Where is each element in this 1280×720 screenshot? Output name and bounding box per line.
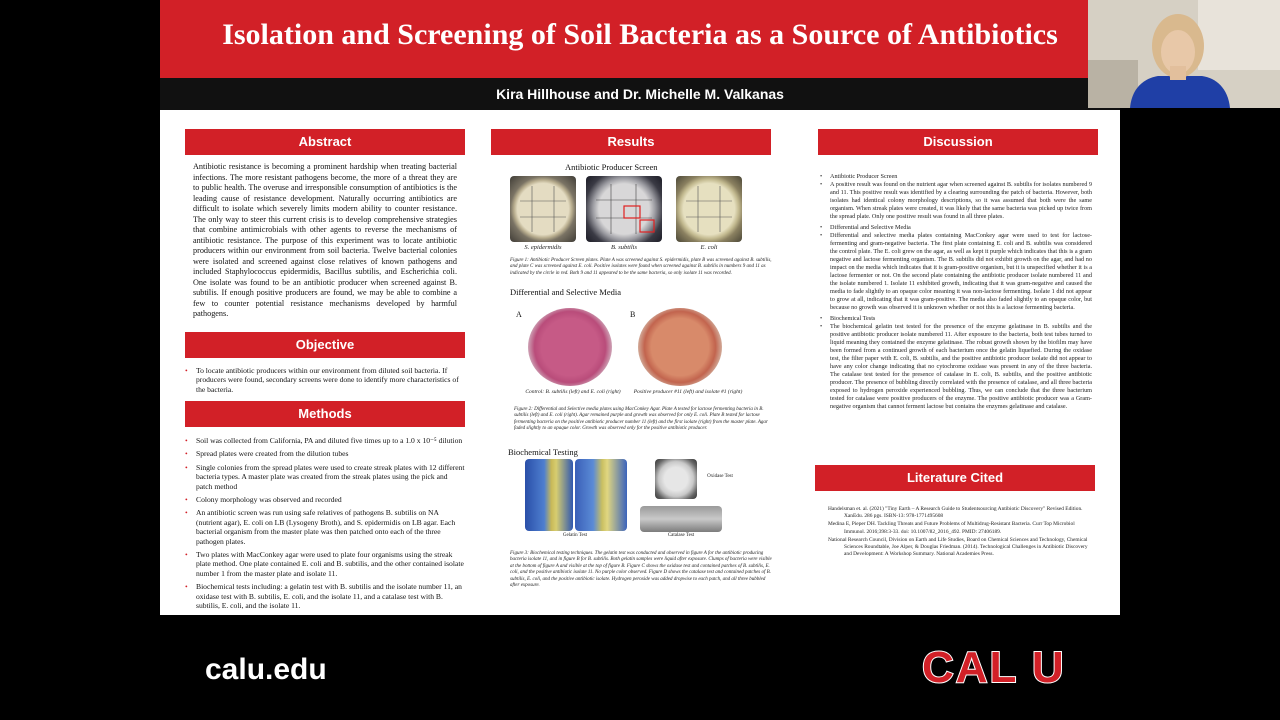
diff-label-a: A [516,310,522,319]
list-item: • To locate antibiotic producers within our environment from diluted soil bacteria. If producers were found, secondary screens were done to identify more characteristics of the bacteria. [185,366,465,394]
plate-label: B. subtilis [610,244,637,251]
list-item: • Spread plates were created from the dilution tubes [185,449,465,458]
list-item: • Colony morphology was observed and recorded [185,495,465,504]
plate-label: S. epidermidis [524,244,562,251]
discussion-body: • A positive result was found on the nutrient agar when screened against B. subtilis for isolates numbered 9 and 11. This positive result was identified by a clearing surrounding the patch of bacteria. However, both isolates had identical colony morphology descriptions, so it was assumed that both were the same organism. When streak plates were created, it was likely that the same bacteria was picked up twice from the spread plate. Only one positive result was found in all three plates. [820,181,1092,221]
macconkey-plate-a [528,308,612,386]
list-item: • Single colonies from the spread plates were used to create streak plates with 12 different bacteria types. A master plate was created from the streak plates using the pick and patch method [185,463,465,491]
methods-list [185,436,465,615]
list-item: • Soil was collected from California, PA and diluted five times up to a 1.0 x 10⁻⁵ dilution [185,436,465,445]
catalase-label: Catalase Test [667,533,695,538]
cal-u-logo: CAL U [922,643,1066,692]
macconkey-plate-b [638,308,722,386]
diff-caption-b: Positive producer #11 (left) and isolate #1 (right) [633,389,743,395]
figure-2-caption: Figure 2: Differential and Selective media plates using MacConkey Agar. Plate A tested for lactose fermenting bacteria in B. subtilis (left) and E. coli (right). Agar remained purple and growth was observed for only E. coli. Plate B tested for lactose fermenting bacteria on the positive antibiotic producer number 11 (left) and the first isolate (right) from the master plate. Agar faded slightly to an opaque color. Growth was observed only for the positive antibiotic producer. [514,407,768,432]
discussion-text [820,173,1092,414]
discussion-subhead: • Biochemical Tests [820,315,1092,323]
website-label: calu.edu [205,653,327,686]
methods-header: Methods [185,401,465,427]
discussion-body: • Differential and selective media plates containing MacConkey agar were used to test for lactose-fermenting and gram-negative bacteria. The first plate containing E. coli and B. subtilis was considered the control plate. The E. coli grew on the agar, as well as kept it purple which indicates that this is a gram negative and lactose fermenting organism. The B. subtilis did not exhibit growth on the agar, and had no impact on the media which indicates that it is gram-positive organism, but it is unspecified whether it is a lactose fermenter or not. On the second plate containing the antibiotic producer isolate numbered 11 and the isolate numbered 1. Isolate 11 exhibited growth, indicating that it was gram-negative and caused the media to fade slightly to an opaque color meaning it was non-lactose fermenting. Isolate 1 did not appear to grow at all, indicating that it was gram-positive. The media also faded slightly to an opaque color, but because no growth was observed it is unknown whether or not this is a lactose fermenting bacteria. [820,232,1092,312]
grid-lines [510,176,576,242]
figure-1-caption: Figure 1: Antibiotic Producer Screen plates. Plate A was screened against S. epidermidis, plate B was screened against B. subtilis, and plate C was screened against E. coli. Positive isolates were found when screened against B. subtilis in numbers 9 and 11 as indicated by the circle in red. Both 9 and 11 appeared to be the same bacteria, so only isolate 11 was recorded. [510,258,772,276]
discussion-subhead: • Differential and Selective Media [820,224,1092,232]
results-header: Results [491,129,771,155]
diff-label-b: B [630,310,636,319]
figure-3-caption: Figure 3: Biochemical testing techniques. The gelatin test was conducted and observed in figure A for the antibiotic producing bacteria isolate 11, and in figure B for B. subtilis. Both gelatin samples were liquid after exposure. Clumps of bacteria were visible at the bottom of figure A and visible at the top of figure B. Figure C shows the oxidase test and contained patches of B. subtilis, E. coli, and the positive antibiotic isolate 11. No purple color observed. Figure D shows the catalase test and contained patches of B. subtilis, E. coli, and the positive antibiotic isolate. Hydrogen peroxide was added dropwise to each patch, and all three bubbled after exposure. [510,551,772,589]
literature-header: Literature Cited [815,465,1095,491]
plate-image-b-subtilis [586,176,662,242]
oxidase-test-image [655,459,697,499]
abstract-header: Abstract [185,129,465,155]
catalase-test-image [640,506,722,532]
reference-item: Medina E, Pieper DH. Tackling Threats and Future Problems of Multidrug-Resistant Bacteria. Curr Top Microbiol Immunol. 2016;398:3-33. doi: 10.1007/82_2016_492. PMID: 27406189. [828,521,1075,535]
poster [160,0,1120,720]
discussion-header: Discussion [818,129,1098,155]
list-item: • An antibiotic screen was run using safe relatives of pathogens B. subtilis on NA (nutrient agar), E. coli on LB (Lysogeny Broth), and S. epidermidis on LB agar. Each bacterial organism from the master plate was then patched onto each of the three pathogen plates. [185,508,465,546]
poster-footer [160,615,1120,720]
reference-item: Handelsman et. al. (2021) "Tiny Earth – A Research Guide to Studentsourcing Antibiotic Discovery" Revised Edition. XanEdu. 286 pgs. ISBN-13: 978-1771495608 [828,506,1083,520]
poster-body [160,110,1120,615]
discussion-block [820,173,1092,221]
poster-title: Isolation and Screening of Soil Bacteria as a Source of Antibiotics [222,18,1058,51]
diff-caption-a: Control: B. subtilis (left) and E. coli (right) [525,389,621,395]
abstract-text: Antibiotic resistance is becoming a prominent hardship when treating bacterial infections. The more resistant pathogens become, the more of a threat they are to public health. The overuse and irresponsible consumption of antibiotics is the leading cause of resistance development. Naturally occurring antibiotics are difficult to isolate which severely limits modern ability to counter resistance. The only way to steer this current crisis is to develop comprehensive strategies that combine antimicrobials with other agents to reverse the mechanisms of antibiotic resistance. The purpose of this experiment was to locate antibiotic producers within our environment from soil bacteria. Twelve bacterial colonies were isolated and screened against close relatives of known pathogens and included Staphylococcus epidermidis, Bacillus subtilis, and Escherichia coli. One isolate was found to be an antibiotic producer when screened against B. subtilis. If enough positive producers are found, we may be able to combine a few to counter potential resistance mechanisms developed by harmful pathogens. [193,162,457,318]
presenter-webcam [1088,0,1280,108]
plate-image-e-coli [676,176,742,242]
reference-item: National Research Council, Division on Earth and Life Studies, Board on Chemical Sciences and Technology, Chemical Sciences Roundtable, Joe Alper, & Douglas Friedman. (2014). Technological Challenges in Antibiotic Discovery and Development: A Workshop Summary. National Academies Press. [828,536,1088,558]
discussion-subhead: • Antibiotic Producer Screen [820,173,1092,181]
plate-image-s-epidermidis [510,176,576,242]
author-band [160,78,1120,110]
title-band [160,0,1120,78]
gelatin-tube-a [525,459,573,531]
discussion-block [820,315,1092,411]
grid-lines [676,176,742,242]
screen-title: Antibiotic Producer Screen [565,162,658,172]
literature-list [828,506,1088,559]
objective-list [185,366,465,398]
list-item: • Two plates with MacConkey agar were used to plate four organisms using the streak plate method. One plate contained E. coli and B. subtilis, and the other contained isolate number 1 from the master plate and isolate 11. [185,550,465,578]
diff-title: Differential and Selective Media [510,287,622,297]
poster-authors: Kira Hillhouse and Dr. Michelle M. Valkanas [496,86,784,102]
plate-label: E. coli [700,244,718,251]
list-item: • Biochemical tests including: a gelatin test with B. subtilis and the isolate number 11, an oxidase test with B. subtilis, E. coli, and the isolate 11, and a catalase test with B. subtilis, E. coli, and the isolate 11. [185,582,465,610]
gelatin-label: Gelatin Test [562,533,588,538]
bio-title: Biochemical Testing [508,447,578,457]
gelatin-tube-b [575,459,627,531]
grid-lines [586,176,662,242]
discussion-block [820,224,1092,312]
discussion-body: • The biochemical gelatin test tested for the presence of the enzyme gelatinase in B. subtilis and the positive antibiotic producer isolate numbered 11. After exposure to the bacteria, both test tubes turned to liquid meaning they contained the enzyme gelatinase. The robust growth shown by the biofilm may have been formed from a continued growth of each bacterium once the gelatin liquefied. During the oxidase test, the filter paper with E. coli, B. subtilis, and the positive antibiotic producer isolate did not appear to have any color change indicating that no cytochrome oxidase was present in any of the three bacteria. The catalase test tested for the presence of catalase in E. coli, B. subtilis, and the positive antibiotic producer. The presence of bubbling directly correlated with the presence of catalase, and all three bacteria exposed to hydrogen peroxide experienced bubbling. Thus, we can conclude that the three bacterium tested for catalase were positive producers of the enzyme. The positive antibiotic producer was a Gram-negative organism that cannot ferment lactose but contains the enzymes gelatinase and catalase. [820,323,1092,411]
presenter-image [1088,0,1280,108]
oxidase-label: Oxidase Test [707,474,733,479]
objective-header: Objective [185,332,465,358]
